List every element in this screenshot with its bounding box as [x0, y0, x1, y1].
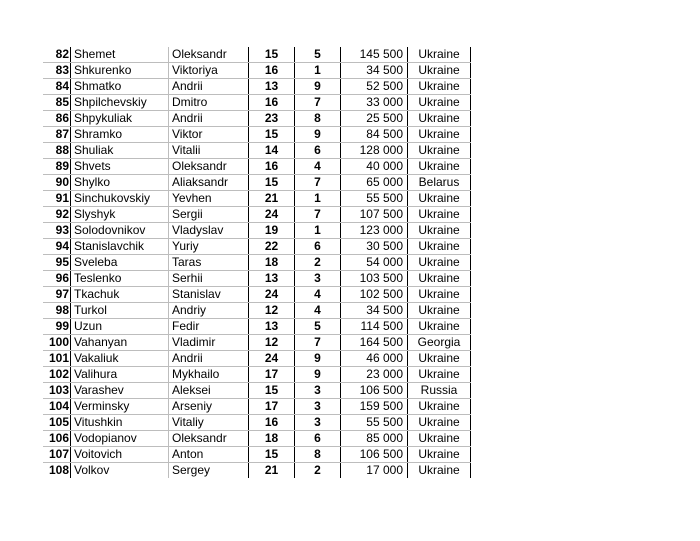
row-number: 98: [43, 303, 71, 319]
first-name-cell: Anton: [169, 447, 249, 463]
value-a-cell: 12: [249, 335, 295, 351]
country-cell: Ukraine: [408, 447, 471, 463]
first-name-cell: Oleksandr: [169, 47, 249, 63]
first-name-cell: Aleksei: [169, 383, 249, 399]
first-name-cell: Mykhailo: [169, 367, 249, 383]
country-cell: Ukraine: [408, 223, 471, 239]
first-name-cell: Sergey: [169, 463, 249, 479]
surname-cell: Shpykuliak: [71, 111, 169, 127]
row-number: 108: [43, 463, 71, 479]
value-a-cell: 12: [249, 303, 295, 319]
country-cell: Ukraine: [408, 239, 471, 255]
row-number: 106: [43, 431, 71, 447]
row-number: 102: [43, 367, 71, 383]
value-b-cell: 1: [295, 223, 341, 239]
value-a-cell: 24: [249, 287, 295, 303]
table-row: [43, 127, 471, 143]
amount-cell: 128 000: [341, 143, 408, 159]
amount-cell: 164 500: [341, 335, 408, 351]
country-cell: Ukraine: [408, 399, 471, 415]
value-b-cell: 4: [295, 303, 341, 319]
value-b-cell: 9: [295, 367, 341, 383]
amount-cell: 114 500: [341, 319, 408, 335]
country-cell: Ukraine: [408, 463, 471, 479]
value-a-cell: 23: [249, 111, 295, 127]
value-a-cell: 15: [249, 383, 295, 399]
value-a-cell: 16: [249, 95, 295, 111]
row-number: 94: [43, 239, 71, 255]
row-number: 85: [43, 95, 71, 111]
first-name-cell: Dmitro: [169, 95, 249, 111]
table-row: [43, 335, 471, 351]
surname-cell: Sveleba: [71, 255, 169, 271]
surname-cell: Shvets: [71, 159, 169, 175]
value-a-cell: 13: [249, 319, 295, 335]
row-number: 99: [43, 319, 71, 335]
country-cell: Ukraine: [408, 79, 471, 95]
value-b-cell: 9: [295, 127, 341, 143]
surname-cell: Shmatko: [71, 79, 169, 95]
first-name-cell: Oleksandr: [169, 431, 249, 447]
value-a-cell: 15: [249, 447, 295, 463]
value-b-cell: 3: [295, 415, 341, 431]
surname-cell: Verminsky: [71, 399, 169, 415]
value-b-cell: 2: [295, 255, 341, 271]
amount-cell: 85 000: [341, 431, 408, 447]
first-name-cell: Taras: [169, 255, 249, 271]
surname-cell: Vakaliuk: [71, 351, 169, 367]
surname-cell: Voitovich: [71, 447, 169, 463]
first-name-cell: Vitaliy: [169, 415, 249, 431]
country-cell: Ukraine: [408, 207, 471, 223]
amount-cell: 46 000: [341, 351, 408, 367]
value-b-cell: 7: [295, 95, 341, 111]
country-cell: Ukraine: [408, 159, 471, 175]
amount-cell: 25 500: [341, 111, 408, 127]
row-number: 107: [43, 447, 71, 463]
value-b-cell: 6: [295, 239, 341, 255]
row-number: 97: [43, 287, 71, 303]
row-number: 88: [43, 143, 71, 159]
surname-cell: Stanislavchik: [71, 239, 169, 255]
country-cell: Ukraine: [408, 47, 471, 63]
surname-cell: Varashev: [71, 383, 169, 399]
first-name-cell: Aliaksandr: [169, 175, 249, 191]
value-a-cell: 15: [249, 47, 295, 63]
row-number: 100: [43, 335, 71, 351]
surname-cell: Shpilchevskiy: [71, 95, 169, 111]
value-b-cell: 7: [295, 335, 341, 351]
table-row: [43, 47, 471, 63]
table-row: [43, 95, 471, 111]
table-row: [43, 159, 471, 175]
country-cell: Ukraine: [408, 431, 471, 447]
table-row: [43, 303, 471, 319]
first-name-cell: Andrii: [169, 351, 249, 367]
value-b-cell: 1: [295, 191, 341, 207]
value-b-cell: 4: [295, 287, 341, 303]
value-b-cell: 3: [295, 399, 341, 415]
value-b-cell: 3: [295, 271, 341, 287]
amount-cell: 65 000: [341, 175, 408, 191]
row-number: 83: [43, 63, 71, 79]
table-row: [43, 447, 471, 463]
value-a-cell: 21: [249, 191, 295, 207]
row-number: 96: [43, 271, 71, 287]
surname-cell: Shramko: [71, 127, 169, 143]
value-b-cell: 7: [295, 207, 341, 223]
country-cell: Ukraine: [408, 319, 471, 335]
table-row: [43, 271, 471, 287]
country-cell: Ukraine: [408, 255, 471, 271]
value-a-cell: 16: [249, 63, 295, 79]
amount-cell: 34 500: [341, 303, 408, 319]
value-a-cell: 22: [249, 239, 295, 255]
amount-cell: 33 000: [341, 95, 408, 111]
first-name-cell: Sergii: [169, 207, 249, 223]
amount-cell: 106 500: [341, 383, 408, 399]
row-number: 101: [43, 351, 71, 367]
first-name-cell: Yevhen: [169, 191, 249, 207]
country-cell: Ukraine: [408, 415, 471, 431]
table-row: [43, 351, 471, 367]
table-row: [43, 319, 471, 335]
first-name-cell: Andrii: [169, 111, 249, 127]
table-row: [43, 143, 471, 159]
value-b-cell: 9: [295, 79, 341, 95]
row-number: 91: [43, 191, 71, 207]
first-name-cell: Yuriy: [169, 239, 249, 255]
country-cell: Ukraine: [408, 127, 471, 143]
amount-cell: 34 500: [341, 63, 408, 79]
table-row: [43, 63, 471, 79]
amount-cell: 23 000: [341, 367, 408, 383]
value-a-cell: 17: [249, 399, 295, 415]
amount-cell: 52 500: [341, 79, 408, 95]
amount-cell: 40 000: [341, 159, 408, 175]
row-number: 95: [43, 255, 71, 271]
surname-cell: Uzun: [71, 319, 169, 335]
table-row: [43, 175, 471, 191]
country-cell: Ukraine: [408, 367, 471, 383]
first-name-cell: Fedir: [169, 319, 249, 335]
row-number: 105: [43, 415, 71, 431]
value-a-cell: 19: [249, 223, 295, 239]
surname-cell: Shuliak: [71, 143, 169, 159]
table-row: [43, 463, 471, 479]
value-a-cell: 17: [249, 367, 295, 383]
value-b-cell: 8: [295, 111, 341, 127]
amount-cell: 55 500: [341, 191, 408, 207]
value-a-cell: 24: [249, 351, 295, 367]
table-row: [43, 431, 471, 447]
table-row: [43, 383, 471, 399]
value-b-cell: 5: [295, 47, 341, 63]
row-number: 82: [43, 47, 71, 63]
first-name-cell: Vitalii: [169, 143, 249, 159]
surname-cell: Shylko: [71, 175, 169, 191]
row-number: 87: [43, 127, 71, 143]
value-b-cell: 7: [295, 175, 341, 191]
amount-cell: 106 500: [341, 447, 408, 463]
surname-cell: Volkov: [71, 463, 169, 479]
country-cell: Ukraine: [408, 351, 471, 367]
country-cell: Ukraine: [408, 95, 471, 111]
amount-cell: 159 500: [341, 399, 408, 415]
value-b-cell: 8: [295, 447, 341, 463]
value-a-cell: 15: [249, 127, 295, 143]
row-number: 103: [43, 383, 71, 399]
country-cell: Ukraine: [408, 111, 471, 127]
surname-cell: Vahanyan: [71, 335, 169, 351]
country-cell: Georgia: [408, 335, 471, 351]
row-number: 89: [43, 159, 71, 175]
country-cell: Ukraine: [408, 287, 471, 303]
value-a-cell: 18: [249, 255, 295, 271]
first-name-cell: Vladyslav: [169, 223, 249, 239]
first-name-cell: Andrii: [169, 79, 249, 95]
row-number: 84: [43, 79, 71, 95]
amount-cell: 84 500: [341, 127, 408, 143]
surname-cell: Slyshyk: [71, 207, 169, 223]
first-name-cell: Viktor: [169, 127, 249, 143]
surname-cell: Solodovnikov: [71, 223, 169, 239]
amount-cell: 107 500: [341, 207, 408, 223]
surname-cell: Sinchukovskiy: [71, 191, 169, 207]
first-name-cell: Andriy: [169, 303, 249, 319]
surname-cell: Valihura: [71, 367, 169, 383]
value-a-cell: 21: [249, 463, 295, 479]
value-b-cell: 5: [295, 319, 341, 335]
value-a-cell: 18: [249, 431, 295, 447]
country-cell: Ukraine: [408, 303, 471, 319]
value-b-cell: 9: [295, 351, 341, 367]
surname-cell: Shkurenko: [71, 63, 169, 79]
first-name-cell: Serhii: [169, 271, 249, 287]
value-b-cell: 6: [295, 143, 341, 159]
first-name-cell: Oleksandr: [169, 159, 249, 175]
value-a-cell: 13: [249, 79, 295, 95]
surname-cell: Shemet: [71, 47, 169, 63]
value-b-cell: 1: [295, 63, 341, 79]
amount-cell: 54 000: [341, 255, 408, 271]
results-table: [43, 47, 471, 478]
amount-cell: 30 500: [341, 239, 408, 255]
table-row: [43, 111, 471, 127]
row-number: 86: [43, 111, 71, 127]
amount-cell: 102 500: [341, 287, 408, 303]
table-row: [43, 255, 471, 271]
first-name-cell: Arseniy: [169, 399, 249, 415]
table-row: [43, 415, 471, 431]
surname-cell: Turkol: [71, 303, 169, 319]
amount-cell: 55 500: [341, 415, 408, 431]
country-cell: Russia: [408, 383, 471, 399]
amount-cell: 17 000: [341, 463, 408, 479]
value-b-cell: 4: [295, 159, 341, 175]
surname-cell: Tkachuk: [71, 287, 169, 303]
surname-cell: Vodopianov: [71, 431, 169, 447]
country-cell: Ukraine: [408, 143, 471, 159]
table-row: [43, 79, 471, 95]
amount-cell: 145 500: [341, 47, 408, 63]
value-a-cell: 14: [249, 143, 295, 159]
table-row: [43, 191, 471, 207]
first-name-cell: Viktoriya: [169, 63, 249, 79]
table-row: [43, 223, 471, 239]
value-a-cell: 16: [249, 159, 295, 175]
value-a-cell: 13: [249, 271, 295, 287]
country-cell: Ukraine: [408, 63, 471, 79]
surname-cell: Vitushkin: [71, 415, 169, 431]
first-name-cell: Vladimir: [169, 335, 249, 351]
results-table-body: [43, 47, 471, 478]
row-number: 104: [43, 399, 71, 415]
table-row: [43, 287, 471, 303]
surname-cell: Teslenko: [71, 271, 169, 287]
table-row: [43, 207, 471, 223]
table-row: [43, 367, 471, 383]
value-b-cell: 6: [295, 431, 341, 447]
country-cell: Belarus: [408, 175, 471, 191]
country-cell: Ukraine: [408, 271, 471, 287]
table-row: [43, 239, 471, 255]
value-a-cell: 24: [249, 207, 295, 223]
table-row: [43, 399, 471, 415]
row-number: 93: [43, 223, 71, 239]
amount-cell: 123 000: [341, 223, 408, 239]
value-b-cell: 3: [295, 383, 341, 399]
value-a-cell: 16: [249, 415, 295, 431]
value-b-cell: 2: [295, 463, 341, 479]
value-a-cell: 15: [249, 175, 295, 191]
row-number: 90: [43, 175, 71, 191]
first-name-cell: Stanislav: [169, 287, 249, 303]
country-cell: Ukraine: [408, 191, 471, 207]
row-number: 92: [43, 207, 71, 223]
amount-cell: 103 500: [341, 271, 408, 287]
